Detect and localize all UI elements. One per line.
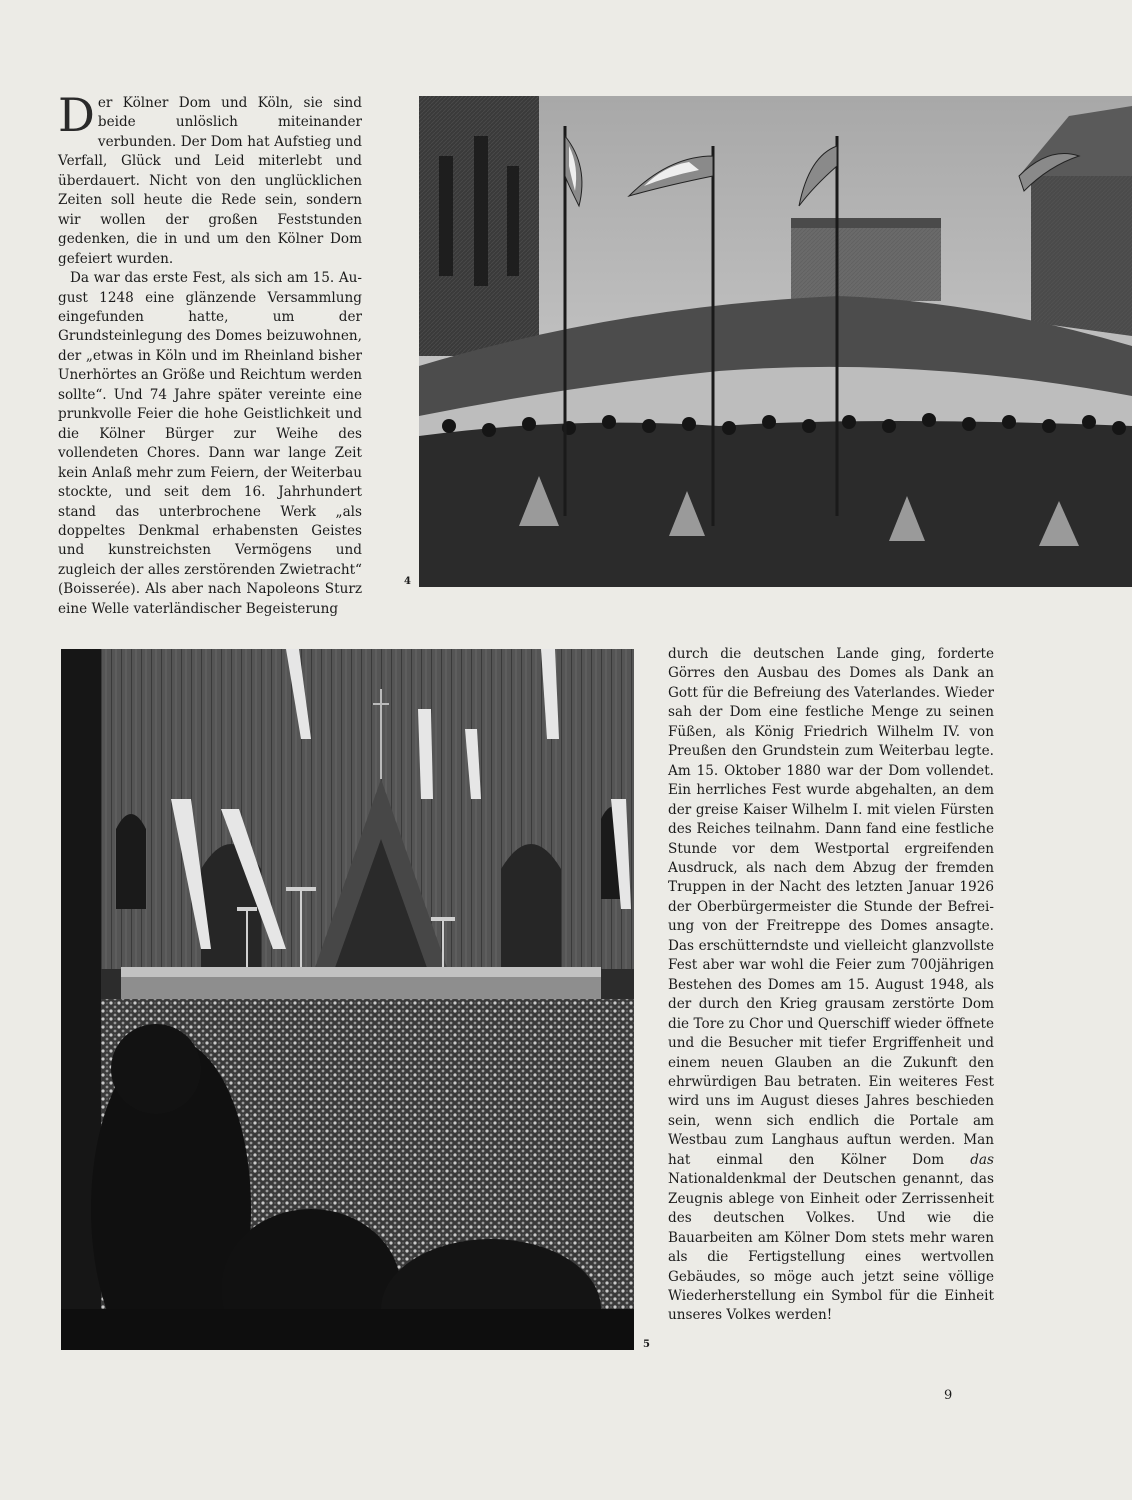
- photograph-illustration: [61, 649, 634, 1350]
- engraving-cathedral-festival-1880: [419, 96, 1132, 587]
- figure-number-4: 4: [404, 576, 411, 587]
- page-number: 9: [944, 1388, 953, 1403]
- engraving-illustration: [419, 96, 1132, 587]
- continuation-text-a: durch die deutschen Lande ging, forderte Görres den Ausbau des Domes als Dank an Gott für die Befreiung des Vaterlandes. Wieder sah der Dom eine festliche Menge zu seinen Füßen, als König Friedrich Wilhelm IV. von Preußen den Grundstein zum Weiterbau legte. Am 15. Oktober 1880 war der Dom vollendet. Ein herrliches Fest wurde abgehalten, an dem der greise Kaiser Wilhelm I. mit vielen Fürsten des Reiches teilnahm. Dann fand eine festliche Stunde vor dem Westportal ergreifenden Ausdruck, als nach dem Abzug der fremden Truppen in der Nacht des letzten Januar 1926 der Oberbürgermeister die Stunde der Befreiung von der Freitreppe des Domes ansagte. Das erschütterndste und vielleicht glanzvollste Fest aber war wohl die Feier zum 700jährigen Bestehen des Domes am 15. August 1948, als der durch den Krieg grausam zerstörte Dom die Tore zu Chor und Querschiff wieder öffnete und die Besucher mit tiefer Ergriffenheit und einem neuen Glauben an die Zukunft den ehrwürdigen Bau betraten. Ein weiteres Fest wird uns im August dieses Jahres beschieden sein, wenn sich endlich die Portale am Westbau zum Langhaus auftun werden. Man hat einmal den Kölner Dom: [668, 646, 994, 1168]
- paragraph-intro-text: er Kölner Dom und Köln, sie sind beide unlöslich miteinander verbunden. Der Dom hat Aufstieg und Verfall, Glück und Leid miterlebt und überdauert. Nicht von den unglücklichen Zeiten soll heute die Rede sein, sondern wir wollen der großen Feststunden gedenken, die in und um den Kölner Dom gefeiert wurden.: [58, 95, 362, 267]
- paragraph-continuation: [668, 645, 994, 1326]
- photo-cathedral-crowd-1948: [61, 649, 634, 1350]
- continuation-text-b: Nationaldenkmal der Deutschen genannt, das Zeugnis ablege von Einheit oder Zerrissenheit des deutschen Volkes. Und wie die Bauarbeiten am Kölner Dom stets mehr waren als die Fertigstellung eines wertvollen Gebäudes, so möge auch jetzt seine völlige Wiederherstellung ein Symbol für die Einheit unseres Volkes werden!: [668, 1171, 994, 1324]
- emphasis-das: das: [970, 1151, 994, 1168]
- paragraph-first-feast: Da war das erste Fest, als sich am 15. August 1248 eine glänzende Versammlung eingefunden hatte, um der Grundsteinlegung des Domes beizuwohnen, der „etwas in Köln und im Rheinland bisher Unerhörtes an Größe und Reichtum werden sollte“. Und 74 Jahre später vereinte eine prunkvolle Feier die hohe Geistlichkeit und die Kölner Bürger zur Weihe des vollendeten Chores. Dann war lange Zeit kein Anlaß mehr zum Feiern, der Weiterbau stockte, und seit dem 16. Jahrhundert stand das unterbrochene Werk „als doppeltes Denkmal erhabensten Geistes und kunstreichsten Vermögens und zugleich der alles zerstörenden Zwietracht“ (Boisserée). Als aber nach Napoleons Sturz eine Welle vaterländischer Begeisterung: [58, 270, 362, 617]
- figure-number-5: 5: [643, 1339, 650, 1350]
- text-column-right: [668, 645, 994, 1326]
- drop-cap: D: [58, 88, 95, 142]
- paragraph-intro: [58, 88, 362, 269]
- text-column-left: [58, 88, 362, 619]
